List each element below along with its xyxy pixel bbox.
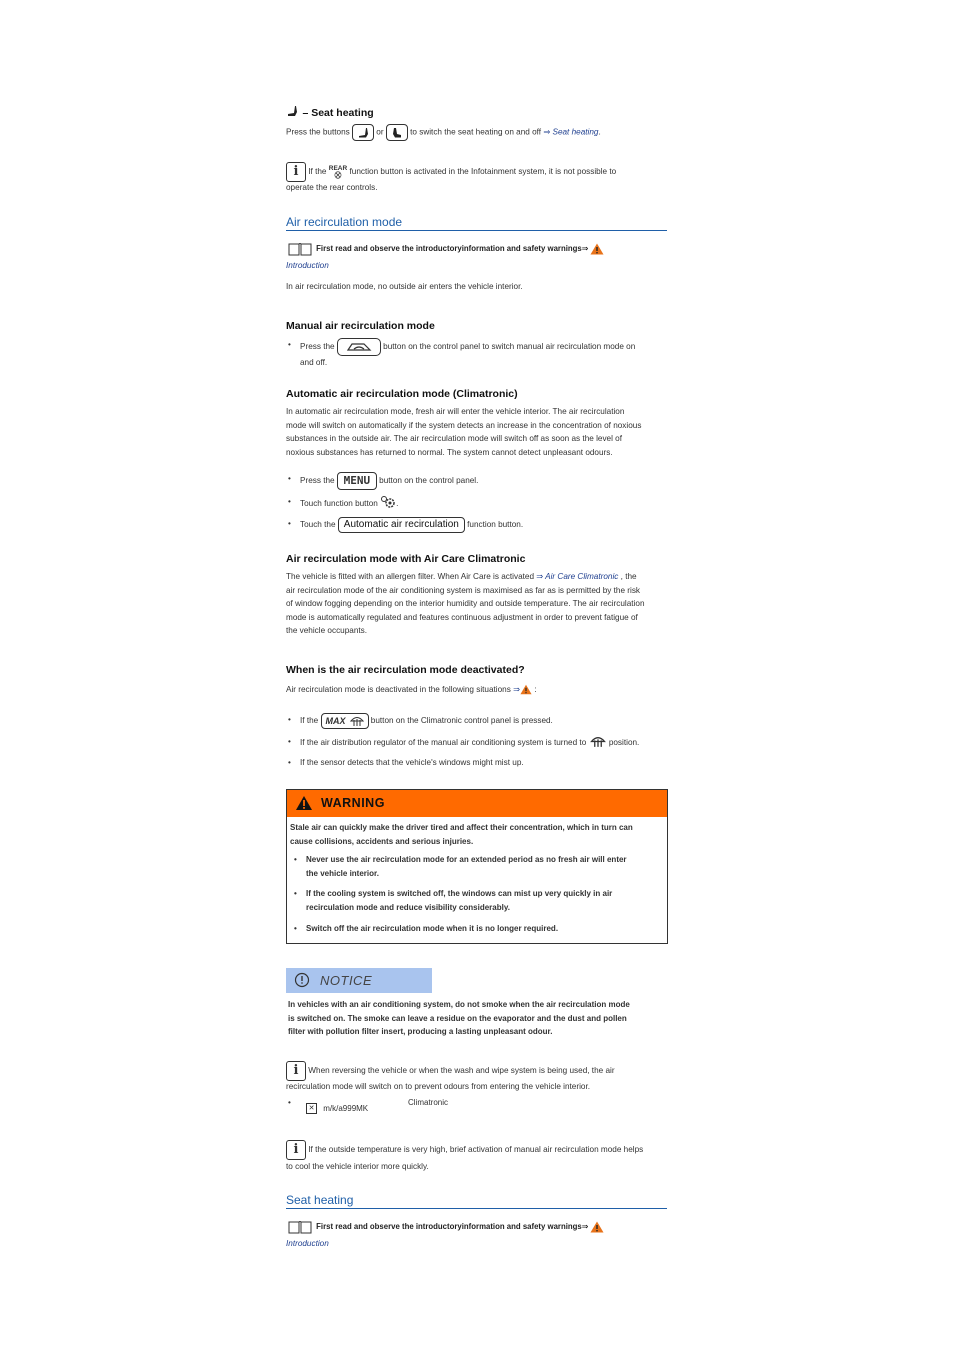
read-first-line-2: First read and observe the introductoryinformation and safety warnings⇒ [286,1220,667,1234]
broken-image-icon: ✕ [306,1103,317,1114]
notice-header [286,968,432,993]
deactivated-title: When is the air recirculation mode deactivated? [286,664,525,676]
warning-triangle-icon [590,1221,604,1233]
air-recirc-intro: In air recirculation mode, no outside air enters the vehicle interior. [286,282,523,291]
reversing-note: i When reversing the vehicle or when the wash and wipe system is being used, the air [286,1061,667,1081]
temperature-note-line2: to cool the vehicle interior more quickly. [286,1162,429,1171]
image-label: Climatronic [408,1098,449,1107]
notice-text: In vehicles with an air conditioning system, do not smoke when the air recirculation mode is switched on. The smoke can leave a residue on the evaporator and the dust and pollen filter with pollution filter insert, producing a lasting unpleasant odour. [288,1000,630,1036]
warning-header [287,790,667,817]
air-care-paragraph: The vehicle is fitted with an allergen filter. When Air Care is activated ⇒ Air Care Climatronic , the air recirculation mode of the air conditioning system is maximised as far as is permitted by the risk of window fogging depending on the interior humidity and outside temperature. The air recirculation mode is automatically regulated and features continuous adjustment in order to prevent fatigue of the vehicle occupants. [286,572,645,635]
info-icon: i [286,1061,306,1081]
manual-recirc-title: Manual air recirculation mode [286,320,435,332]
seat-icon [353,125,373,140]
rear-note: i If the REAR ⛒ function button is activated in the Infotainment system, it is not possible to [286,162,667,182]
air-care-title: Air recirculation mode with Air Care Climatronic [286,553,526,565]
seat-heating-left-button[interactable] [352,124,374,141]
notice-circle-icon [294,972,310,988]
info-icon: i [286,1140,306,1160]
reversing-note-line2: recirculation mode will switch on to prevent odours from entering the vehicle interior. [286,1082,590,1091]
book-icon [286,1220,314,1234]
menu-button[interactable]: MENU [337,472,377,490]
read-first-line: First read and observe the introductoryinformation and safety warnings⇒ [286,242,667,256]
automatic-air-recirculation-button[interactable]: Automatic air recirculation [338,517,465,533]
temperature-note: i If the outside temperature is very high, brief activation of manual air recirculation mode helps [286,1140,667,1160]
notice-label: NOTICE [320,973,373,988]
max-defrost-button[interactable]: MAX [321,713,369,729]
book-icon [286,242,314,256]
warning-triangle-icon [295,795,313,811]
recirculation-icon [338,339,380,355]
seat-icon [286,105,298,117]
warning-bullet-1: • Never use the air recirculation mode for an extended period as no fresh air will enter the vehicle interior. [294,855,627,878]
warning-triangle-icon [590,243,604,255]
seat-heating-paragraph: Press the buttons or to switch the seat heating on and off ⇒ Seat heating. [286,124,667,141]
deactivated-intro: Air recirculation mode is deactivated in the following situations ⇒ : [286,685,537,694]
automatic-recirc-title: Automatic air recirculation mode (Climatronic) [286,388,518,400]
image-placeholder: ✕ m/k/a999MK [306,1103,368,1114]
warning-intro: Stale air can quickly make the driver tired and affect their concentration, which in turn can cause collisions, accidents and serious injuries. [290,823,633,846]
warning-box [286,789,668,944]
settings-gear-icon[interactable] [380,495,396,509]
info-icon: i [286,162,306,182]
introduction-link[interactable]: Introduction [286,261,329,270]
warning-label: WARNING [321,796,385,810]
seat-heating-title: – Seat heating [302,107,374,119]
defrost-icon [349,715,365,727]
seat-heating-link[interactable]: ⇒ Seat heating [543,127,599,137]
manual-recirc-bullet: • Press the button on the control panel to switch manual air recirculation mode on and off. [288,340,636,367]
warning-bullet-3: • Switch off the air recirculation mode when it is no longer required. [294,924,559,933]
defrost-icon [589,735,607,748]
seat-heating-heading [286,103,374,121]
seat-heating-right-button[interactable] [386,124,408,141]
rear-note-line2: operate the rear controls. [286,183,378,192]
rear-icon: REAR ⛒ [328,165,348,179]
recirculation-button[interactable] [337,338,381,356]
introduction-link-2[interactable]: Introduction [286,1239,329,1248]
air-care-link[interactable]: ⇒ Air Care Climatronic [536,572,619,581]
warning-bullet-2: • If the cooling system is switched off, the windows can mist up very quickly in air recirculation mode and reduce visibility considerably. [294,889,613,912]
warning-triangle-icon [520,684,532,695]
automatic-recirc-paragraph: In automatic air recirculation mode, fresh air will enter the vehicle interior. The air recirculation mode will switch on automatically if the system detects an increase in the concentration of noxious substances in the outside air. The air recirculation mode will switch off as soon as the level of noxious substances has returned to normal. The system cannot detect unpleasant odours. [286,407,642,457]
seat-heating-section-title: Seat heating [286,1193,667,1209]
seat-icon [387,125,407,140]
air-recirculation-section-title: Air recirculation mode [286,215,667,231]
